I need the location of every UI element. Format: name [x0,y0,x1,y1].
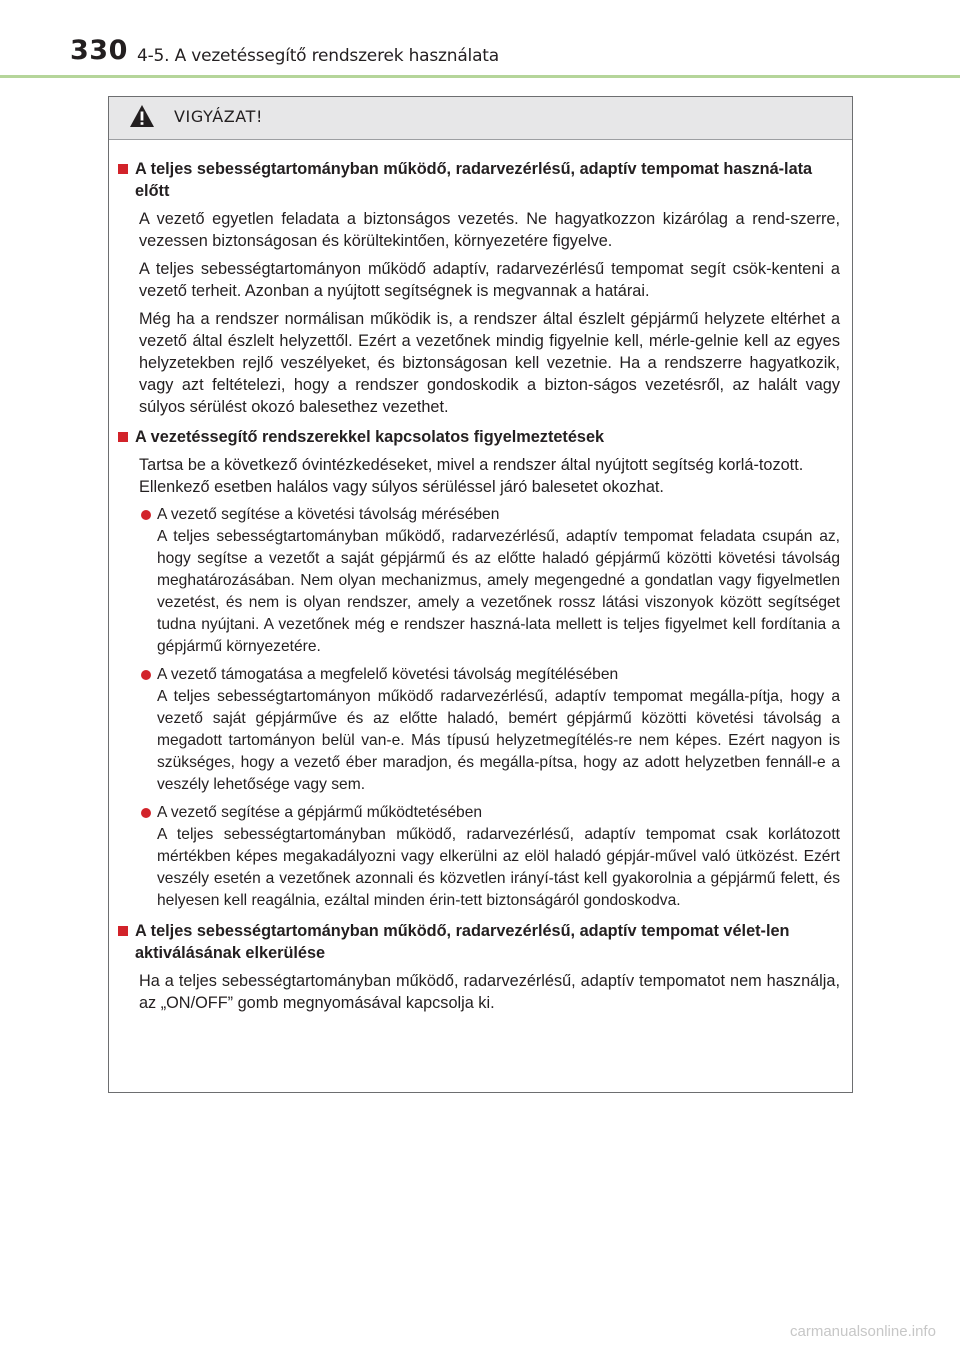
section-title: 4-5. A vezetéssegítő rendszerek használata [137,46,499,66]
watermark: carmanualsonline.info [790,1323,936,1340]
page-header [0,0,960,80]
section-heading-text: A teljes sebességtartományban működő, radarvezérlésű, adaptív tempomat haszná-lata előtt [135,160,813,200]
warning-triangle-icon [129,104,155,128]
red-square-icon [118,164,128,174]
section-heading [117,426,840,448]
paragraph-line: Ellenkező esetben halálos vagy súlyos sérüléssel járó balesetet okozhat. [139,478,664,496]
red-square-icon [118,926,128,936]
paragraph: Még ha a rendszer normálisan működik is, a rendszer által észlelt gépjármű helyzete eltérhet a vezető által észlelt helyzettől. Ezért a vezetőnek mindig figyelnie kell, mérle-gelnie kell az egyes helyzetekben rejlő veszélyeket, és biztonságosan kell vezetnie. Ha a rendszerre hagyatkozik, vagy azt feltételezi, hogy a rendszer gondoskodik a bizton-ságos vezetésről, az halált vagy súlyos sérülést okozó balesethez vezethet. [139,310,840,416]
bullet-text: A teljes sebességtartományban működő, radarvezérlésű, adaptív tempomat feladata csupán az, hogy segítse a vezetőt a saját gépjármű és az előtte haladó gépjármű közötti követési távolság meghatározásában. Nem olyan mechanizmus, amely megengedné a gondatlan vagy figyelmetlen vezetést, és nem is olyan rendszer, amely a vezetőnek rossz látási viszonyok között segítséget tudna nyújtani. A vezetőnek még e rendszer haszná-lata mellett is teljes figyelmet kell fordítania a gépjármű környezetére. [157,528,840,655]
section-heading [117,920,840,964]
red-dot-icon [141,808,151,818]
warning-box [108,96,853,1093]
paragraph: A teljes sebességtartományon működő adaptív, radarvezérlésű tempomat segít csök-kenteni a vezető terheit. Azonban a nyújtott segítségnek is megvannak a határai. [139,260,840,300]
bullet-text: A teljes sebességtartományban működő, radarvezérlésű, adaptív tempomat csak korlátozott mértékben képes megakadályozni vagy elkerülni az elöl haladó gépjár-művel való ütközést. Ezért veszély esetén a vezetőnek azonnali és közvetlen irányí-tást kell gyakorolnia a gépjármű felett, és helyesen kell reagálnia, ezáltal minden érin-tett biztonságáról gondoskodva. [157,826,840,909]
warning-body [109,140,852,1014]
paragraph [139,454,840,498]
section-heading-text: A teljes sebességtartományban működő, radarvezérlésű, adaptív tempomat vélet-len aktiválásának elkerülése [135,922,790,962]
paragraph-line: Tartsa be a következő óvintézkedéseket, mivel a rendszer által nyújtott segítség korlá-tozott. [139,456,804,474]
bullet-text: A teljes sebességtartományon működő radarvezérlésű, adaptív tempomat megálla-pítja, hogy a vezető saját gépjárműve és az előtte haladó, bemért gépjármű közötti követési távolság a megadott tartományon belül van-e. Más típusú helyzetmegítélés-re nem képes. Ezért nagyon is szükséges, hogy a vezető éber maradjon, és megálla-pítsa, hogy az adott helyzetben fennáll-e a veszély lehetősége vagy sem. [157,688,840,793]
page-number: 330 [70,35,128,66]
paragraph: Ha a teljes sebességtartományban működő, radarvezérlésű, adaptív tempomatot nem használja, az „ON/OFF” gomb megnyomásával kapcsolja ki. [139,972,840,1012]
red-dot-icon [141,670,151,680]
warning-header [109,97,852,140]
red-square-icon [118,432,128,442]
bullet-item [139,664,840,796]
header-rule [0,75,960,78]
bullet-title: A vezető segítése a követési távolság mérésében [157,506,500,523]
bullet-title: A vezető támogatása a megfelelő követési távolság megítélésében [157,666,619,683]
section-heading-text: A vezetéssegítő rendszerekkel kapcsolatos figyelmeztetések [135,428,605,446]
warning-title: VIGYÁZAT! [174,107,263,126]
paragraph: A vezető egyetlen feladata a biztonságos vezetés. Ne hagyatkozzon kizárólag a rend-szerre, vezessen biztonságosan és körültekintően, környezetére figyelve. [139,210,840,250]
red-dot-icon [141,510,151,520]
bullet-title: A vezető segítése a gépjármű működtetésében [157,804,483,821]
section-heading [117,158,840,202]
bullet-item [139,802,840,912]
bullet-item [139,504,840,658]
